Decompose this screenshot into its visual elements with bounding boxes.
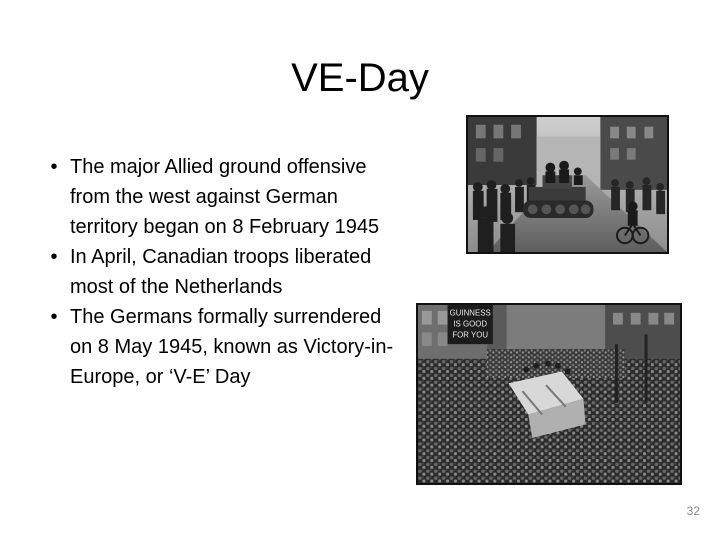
- bullet-text: The major Allied ground offensive from the west against German territory began on 8 February 1945: [70, 156, 380, 238]
- tank-street-image: [468, 117, 667, 252]
- bullet-text: The Germans formally surrendered on 8 May 1945, known as Victory-in-Europe, or ‘V-E’ Day: [70, 306, 394, 388]
- crowd-square-photo: [416, 303, 682, 485]
- bullet-item: [44, 242, 394, 302]
- bullet-list: [44, 152, 394, 392]
- bullet-icon: •: [50, 156, 58, 178]
- page-number: 32: [686, 504, 700, 518]
- crowd-square-image: [418, 305, 680, 483]
- tank-street-photo: [466, 115, 669, 254]
- bullet-item: [44, 152, 394, 242]
- sign-text-line3: FOR YOU: [452, 330, 489, 340]
- sign-text-line2: IS GOOD: [453, 319, 488, 329]
- sign-text-line1: GUINNESS: [449, 308, 491, 318]
- bullet-icon: •: [50, 246, 58, 268]
- bullet-icon: •: [50, 306, 58, 328]
- bullet-text: In April, Canadian troops liberated most of the Netherlands: [70, 246, 372, 298]
- bullet-item: [44, 302, 394, 392]
- slide-title: VE-Day: [291, 56, 429, 100]
